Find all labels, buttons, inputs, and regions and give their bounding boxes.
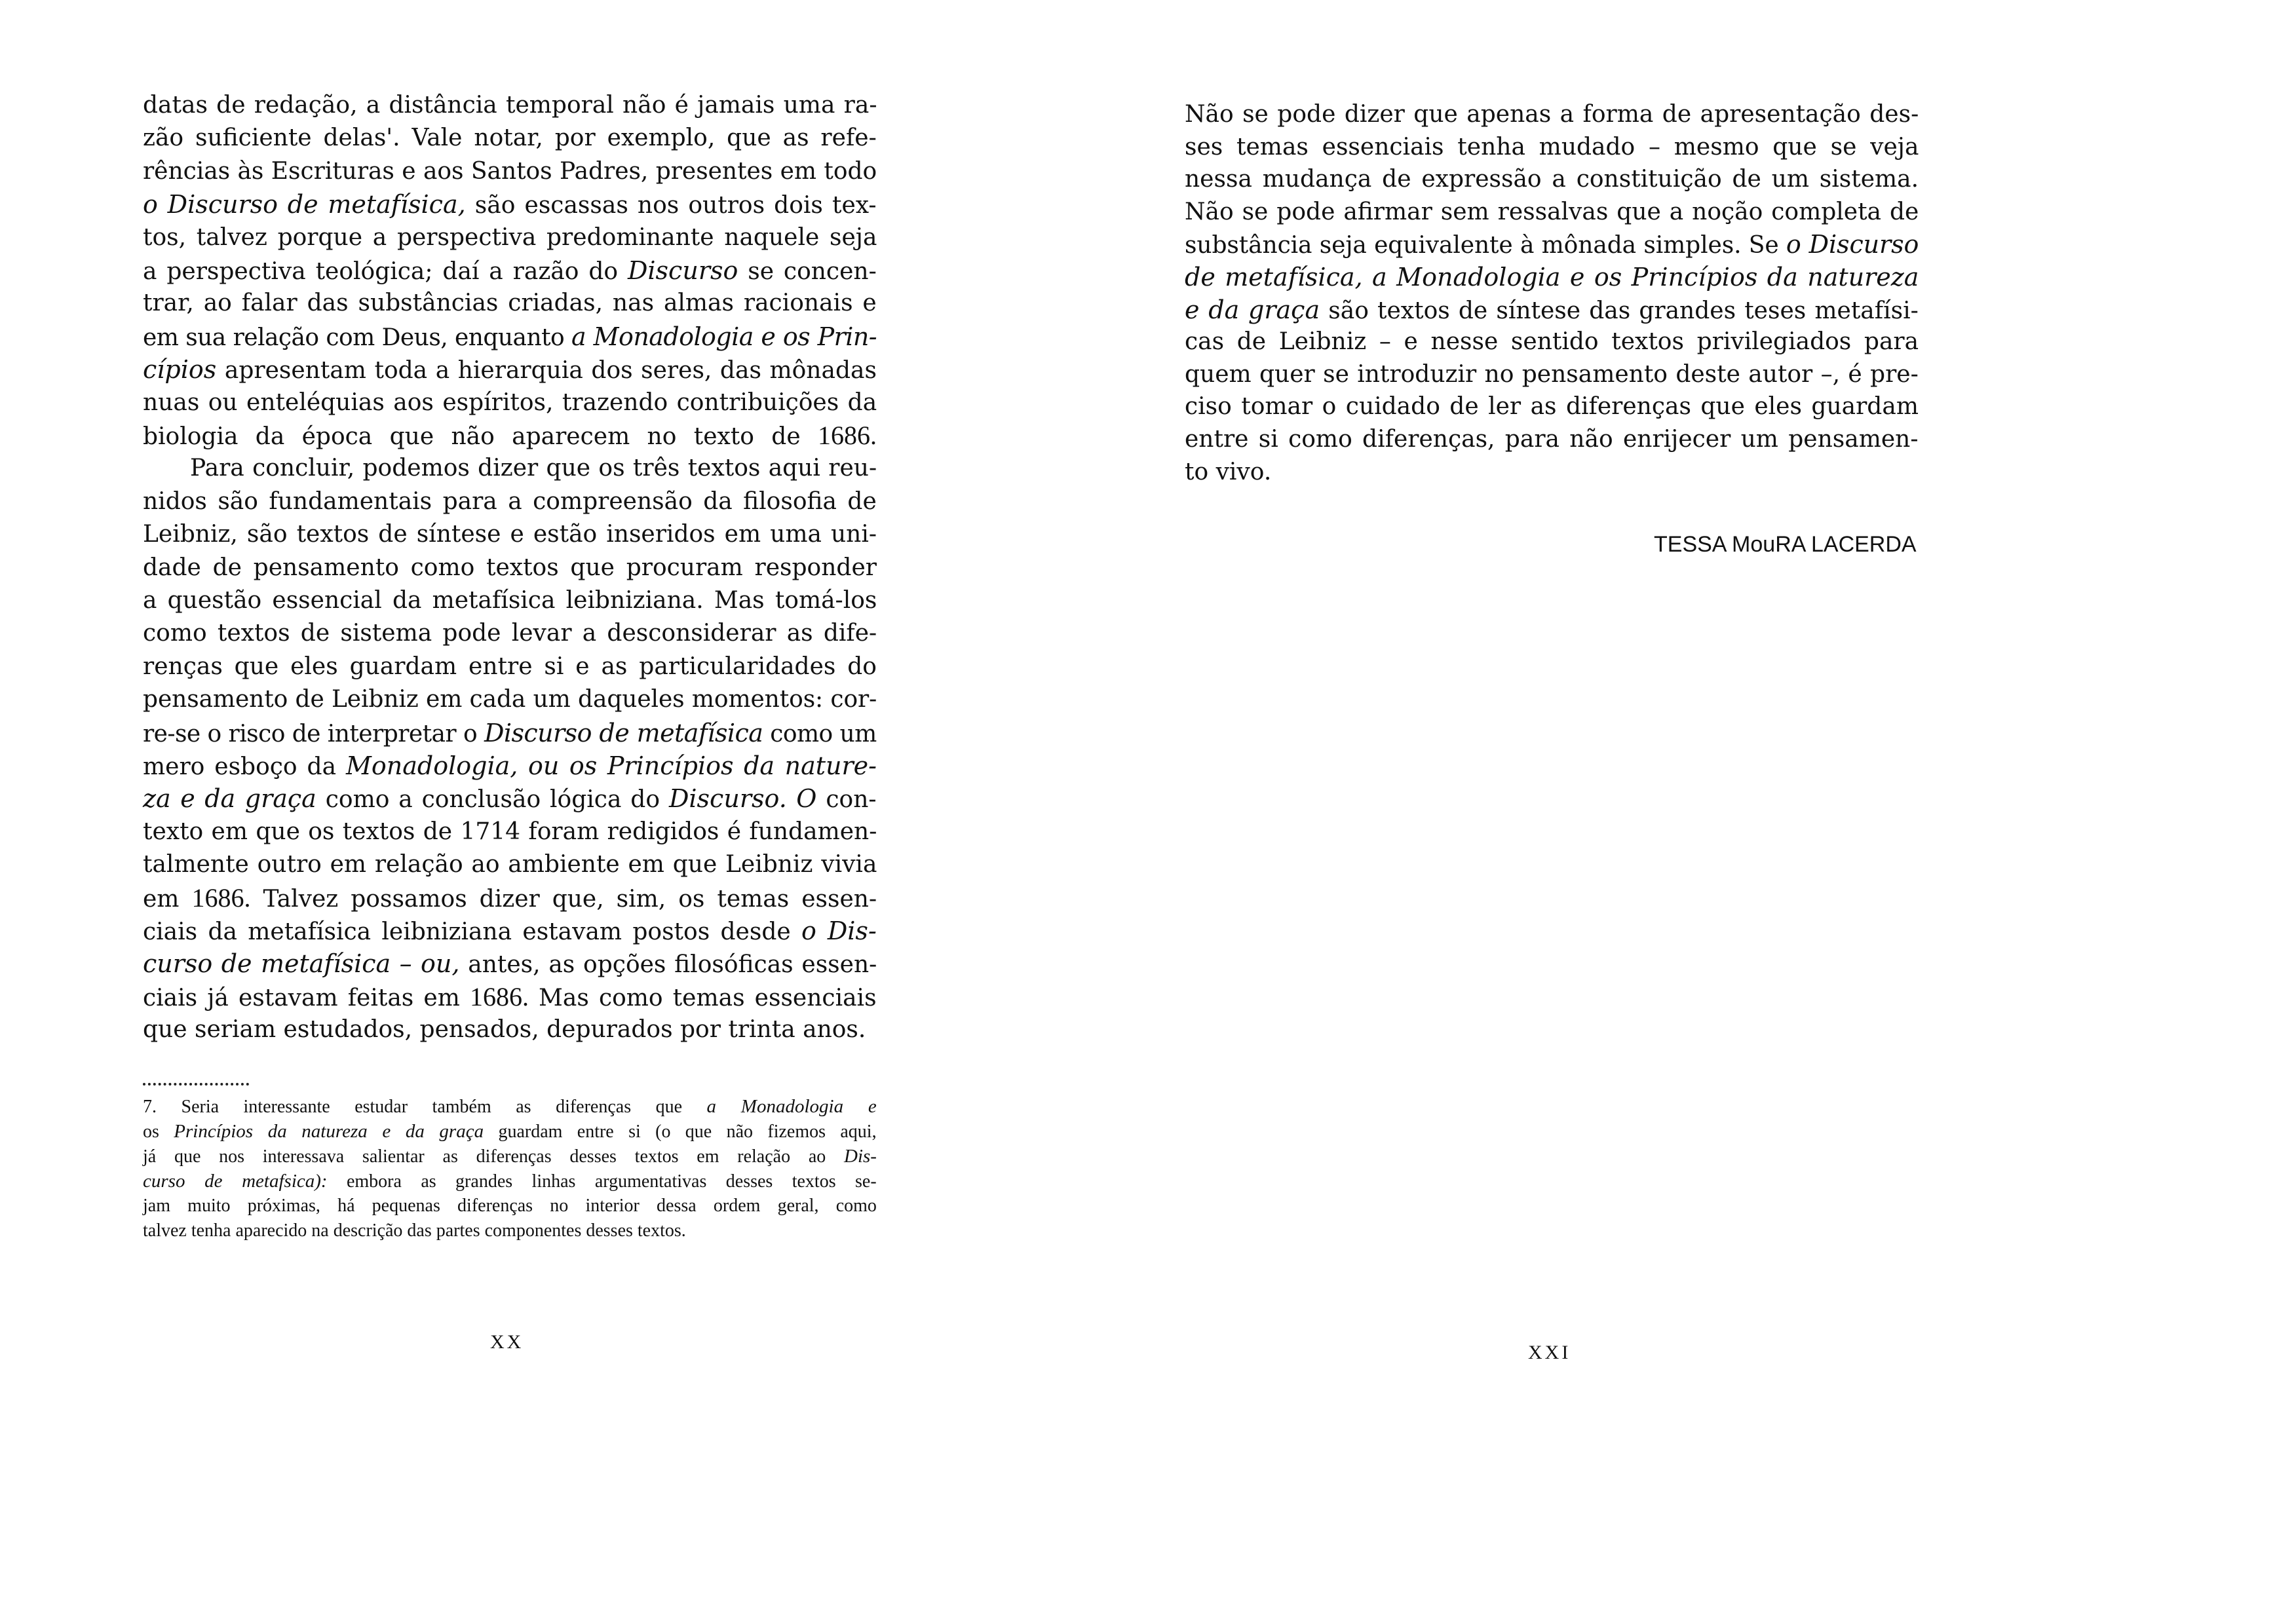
text-line xyxy=(143,320,877,353)
text-segment: Princípios da natureza e da graça xyxy=(174,1121,484,1142)
text-segment: Mas como temas essenciais xyxy=(528,984,877,1011)
text-segment: cípios xyxy=(143,355,217,385)
text-segment: Não se pode dizer que apenas a forma de apresentação des- xyxy=(1185,101,1919,128)
text-segment: Discurso de metafísica xyxy=(484,718,763,747)
text-segment: to vivo. xyxy=(1185,458,1272,485)
text-line xyxy=(1185,163,1919,196)
text-line xyxy=(1185,131,1919,164)
text-line xyxy=(143,947,877,980)
text-segment: já que nos interessava salientar as diferenças desses textos em relação ao xyxy=(143,1146,844,1167)
text-segment: se concen- xyxy=(738,258,877,285)
right-page xyxy=(1148,0,2296,1624)
footnote-separator xyxy=(143,1083,249,1086)
text-line xyxy=(1185,326,1919,358)
text-line xyxy=(1185,261,1919,293)
text-segment: za e da graça xyxy=(143,784,316,814)
text-segment: pensamento de Leibniz em cada um daqueles momentos: cor- xyxy=(143,686,877,713)
text-segment: 1686. xyxy=(469,981,529,1011)
footnote xyxy=(143,1094,877,1251)
text-segment: Leibniz, são textos de síntese e estão inseridos em uma uni- xyxy=(143,521,877,548)
left-body-text xyxy=(143,89,877,1059)
footnote-line xyxy=(143,1218,686,1243)
text-segment: Talvez possamos dizer que, sim, os temas essen- xyxy=(250,885,877,913)
footnote-line xyxy=(143,1144,877,1169)
text-segment: tos, talvez porque a perspectiva predominante naquele seja xyxy=(143,223,877,251)
text-line xyxy=(143,617,877,650)
text-segment: ses temas essenciais tenha mudado – mesmo que se veja xyxy=(1185,133,1919,161)
text-segment: apresentam toda a hierarquia dos seres, das mônadas xyxy=(216,357,877,385)
text-segment: a perspectiva teológica; daí a razão do xyxy=(143,258,628,285)
text-line xyxy=(143,89,877,122)
text-segment: con- xyxy=(816,786,877,814)
text-line xyxy=(143,915,877,947)
text-segment: rências às Escrituras e aos Santos Padres, presentes em todo xyxy=(143,157,877,185)
text-segment: os xyxy=(143,1122,174,1142)
text-segment: Para concluir, podemos dizer que os três textos aqui reu- xyxy=(190,455,877,482)
text-line xyxy=(1185,423,1919,456)
text-segment: a Monadologia e xyxy=(706,1096,877,1117)
page-number-left: XX xyxy=(490,1331,524,1353)
text-line xyxy=(143,584,877,617)
text-line xyxy=(1185,98,1919,131)
text-segment: como textos de sistema pode levar a desconsiderar as dife- xyxy=(143,620,877,647)
text-segment: antes, as opções filosóficas essen- xyxy=(459,951,877,979)
text-line xyxy=(143,518,877,551)
text-segment: renças que eles guardam entre si e as particularidades do xyxy=(143,652,877,680)
text-segment: como um xyxy=(763,720,877,747)
text-line xyxy=(143,981,877,1013)
text-segment: 1686. xyxy=(817,421,877,450)
text-line xyxy=(143,287,877,320)
text-line xyxy=(143,848,877,881)
text-segment: ciais já estavam feitas em xyxy=(143,984,470,1011)
text-segment: jam muito próximas, há pequenas diferenças no interior dessa ordem geral, como xyxy=(143,1196,877,1216)
text-line xyxy=(1185,358,1919,391)
text-segment: de metafísica, a Monadologia e os Princípios da natureza xyxy=(1185,263,1919,292)
text-line xyxy=(143,485,877,518)
text-line xyxy=(143,882,877,915)
text-segment: trar, ao falar das substâncias criadas, nas almas racionais e xyxy=(143,290,877,317)
text-line xyxy=(143,782,877,815)
text-line xyxy=(143,419,877,452)
text-line xyxy=(1185,293,1919,326)
text-segment: ciais da metafísica leibniziana estavam postos desde xyxy=(143,918,801,945)
text-segment: zão suficiente delas'. Vale notar, por exemplo, que as refe- xyxy=(143,124,877,152)
text-segment: a Monadologia e os Prin- xyxy=(571,322,877,351)
text-segment: talmente outro em relação ao ambiente em que Leibniz vivia xyxy=(143,851,877,878)
text-segment: o Discurso xyxy=(1786,230,1919,259)
text-line xyxy=(143,254,877,287)
text-segment: são escassas nos outros dois tex- xyxy=(465,192,877,219)
text-line xyxy=(143,122,877,155)
text-segment: mero esboço da xyxy=(143,753,346,780)
text-segment: nidos são fundamentais para a compreensão da filosofia de xyxy=(143,487,877,515)
text-segment: re-se o risco de interpretar o xyxy=(143,720,484,747)
text-segment: substância seja equivalente à mônada simples. Se xyxy=(1185,232,1786,259)
text-segment: e da graça xyxy=(1185,295,1320,324)
text-segment: Dis- xyxy=(844,1146,877,1167)
text-segment: curso de metafísica – ou, xyxy=(143,949,460,979)
text-segment: ciso tomar o cuidado de ler as diferenças que eles guardam xyxy=(1185,393,1919,421)
text-segment: em xyxy=(143,885,192,913)
text-segment: nessa mudança de expressão a constituição de um sistema. xyxy=(1185,166,1919,193)
text-line xyxy=(143,683,877,716)
text-segment: embora as grandes linhas argumentativas desses textos se- xyxy=(327,1171,877,1192)
text-segment: guardam entre si (o que não fizemos aqui, xyxy=(484,1122,877,1142)
text-line xyxy=(143,1013,866,1046)
text-segment: são textos de síntese das grandes teses metafísi- xyxy=(1320,297,1919,324)
text-segment: entre si como diferenças, para não enrijecer um pensamen- xyxy=(1185,426,1919,453)
text-segment: em sua relação com Deus, enquanto xyxy=(143,324,572,351)
text-line xyxy=(143,749,877,782)
text-segment: nuas ou enteléquias aos espíritos, trazendo contribuições da xyxy=(143,388,877,416)
text-line xyxy=(143,155,877,188)
text-line xyxy=(143,816,877,848)
text-segment: Discurso. O xyxy=(668,784,817,814)
text-segment: o Dis- xyxy=(801,916,877,945)
footnote-line xyxy=(143,1094,877,1119)
text-line xyxy=(143,188,877,221)
text-segment: Não se pode afirmar sem ressalvas que a noção completa de xyxy=(1185,198,1919,225)
text-segment: texto em que os textos de 1714 foram redigidos é fundamen- xyxy=(143,818,877,845)
text-line xyxy=(143,353,877,386)
text-line xyxy=(190,452,877,485)
text-line xyxy=(143,387,877,419)
text-segment: o Discurso de metafísica, xyxy=(143,190,466,219)
text-segment: biologia da época que não aparecem no texto de xyxy=(143,423,818,450)
text-segment: quem quer se introduzir no pensamento deste autor –, é pre- xyxy=(1185,360,1919,388)
footnote-line xyxy=(143,1169,877,1194)
text-line xyxy=(143,221,877,254)
text-segment: curso de metafsica): xyxy=(143,1171,328,1192)
text-segment: cas de Leibniz – e nesse sentido textos privilegiados para xyxy=(1185,328,1919,356)
text-line xyxy=(1185,228,1919,261)
text-segment: 7. Seria interessante estudar também as diferenças que xyxy=(143,1097,707,1117)
text-segment: Monadologia, ou os Princípios da nature- xyxy=(346,751,877,780)
text-segment: dade de pensamento como textos que procuram responder xyxy=(143,554,877,581)
author-signature: TESSA MouRA LACERDA xyxy=(1654,532,1917,557)
text-segment: como a conclusão lógica do xyxy=(316,786,669,814)
text-line xyxy=(143,651,877,683)
text-line xyxy=(143,552,877,584)
page-number-right: XXI xyxy=(1528,1342,1571,1363)
text-segment: Discurso xyxy=(627,256,738,285)
text-line xyxy=(1185,390,1919,423)
text-line xyxy=(1185,456,1271,489)
text-segment: 1686. xyxy=(191,882,251,913)
text-line xyxy=(1185,196,1919,229)
footnote-line xyxy=(143,1119,877,1144)
text-segment: a questão essencial da metafísica leibniziana. Mas tomá-los xyxy=(143,587,877,614)
text-segment: que seriam estudados, pensados, depurados por trinta anos. xyxy=(143,1016,866,1044)
text-line xyxy=(143,717,877,749)
right-body-text xyxy=(1185,98,1971,504)
text-segment: talvez tenha aparecido na descrição das partes componentes desses textos. xyxy=(143,1220,686,1241)
footnote-line xyxy=(143,1194,877,1218)
text-segment: datas de redação, a distância temporal não é jamais uma ra- xyxy=(143,92,877,119)
